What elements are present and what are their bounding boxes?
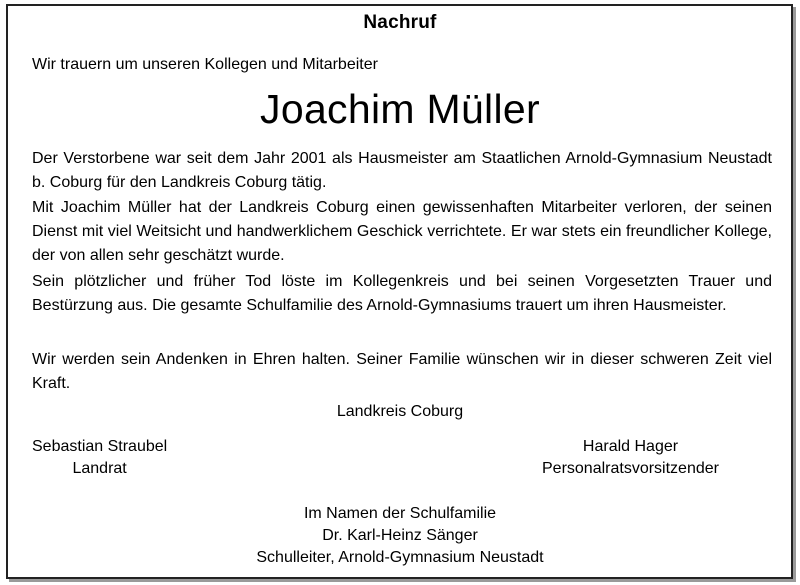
signatory-left-role: Landrat [72, 460, 127, 477]
signatory-right-role: Personalratsvorsitzender [542, 460, 719, 477]
signatory-left-name: Sebastian Straubel [32, 438, 168, 455]
school-signature [0, 503, 800, 569]
signatory-left [32, 436, 167, 480]
intro-line: Wir trauern um unseren Kollegen und Mitarbeiter [32, 56, 378, 73]
notice-heading: Nachruf [363, 12, 437, 33]
paragraph-2: Mit Joachim Müller hat der Landkreis Coburg einen gewissenhaften Mitarbeiter verloren, der seinen Dienst mit viel Weitsicht und handwerklichem Geschick verrichtete. Er war stets ein freundlicher Kollege, der von allen sehr geschätzt wurde. [32, 199, 772, 264]
deceased-name: Joachim Müller [260, 86, 540, 132]
organization-name: Landkreis Coburg [336, 403, 464, 420]
paragraph-4: Wir werden sein Andenken in Ehren halten. Seiner Familie wünschen wir in dieser schweren Zeit viel Kraft. [32, 351, 772, 392]
signatory-right-name: Harald Hager [582, 438, 679, 455]
school-principal-name: Dr. Karl-Heinz Sänger [322, 527, 478, 544]
school-principal-role: Schulleiter, Arnold-Gymnasium Neustadt [256, 549, 544, 566]
paragraph-3: Sein plötzlicher und früher Tod löste im Kollegenkreis und bei seinen Vorgesetzten Trauer und Bestürzung aus. Die gesamte Schulfamilie des Arnold-Gymnasiums trauert um ihren Hausmeister. [32, 273, 772, 314]
paragraph-1: Der Verstorbene war seit dem Jahr 2001 als Hausmeister am Staatlichen Arnold-Gymnasium Neustadt b. Coburg für den Landkreis Coburg tätig. [32, 150, 772, 191]
signatory-right [542, 436, 719, 480]
school-line: Im Namen der Schulfamilie [303, 505, 497, 522]
